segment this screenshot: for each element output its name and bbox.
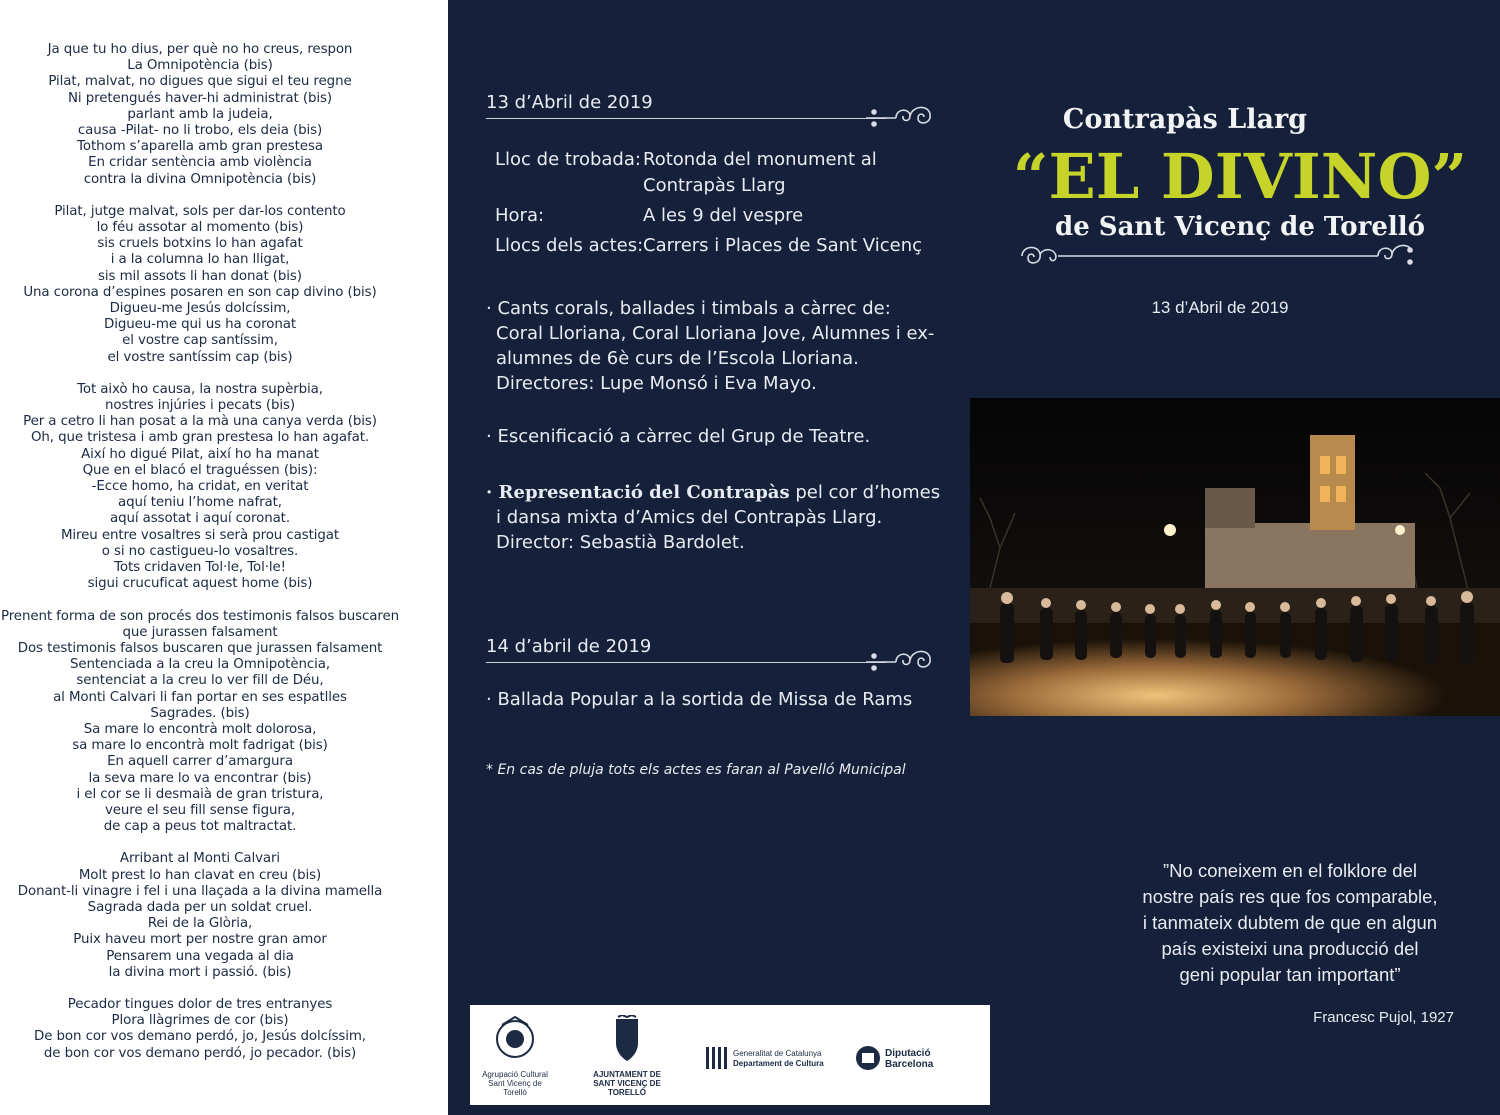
item-bold: · Representació del Contrapàs xyxy=(486,482,790,503)
quote-line: ”No coneixem en el folklore del xyxy=(1163,860,1417,881)
lyrics-line: i el cor se li desmaià de gran tristura, xyxy=(76,786,324,802)
lyrics-line: lo féu assotar al momento (bis) xyxy=(96,220,304,236)
flourish-ornament xyxy=(866,644,938,674)
lyrics-stanza xyxy=(0,851,400,981)
logo-text: Departament de Cultura xyxy=(733,1059,824,1068)
lyrics-line: aquí assotat i aquí coronat. xyxy=(110,511,290,527)
lyrics-line: Arribant al Monti Calvari xyxy=(119,851,281,867)
info-label: Llocs dels actes: xyxy=(495,235,644,256)
lyrics-line: Sentenciada a la creu la Omnipotència, xyxy=(69,657,331,673)
lyrics-line: Digueu-me qui us ha coronat xyxy=(104,317,296,333)
lyrics-line: aquí teniu l’home nafrat, xyxy=(118,495,282,511)
lyrics-stanza xyxy=(0,382,400,593)
lyrics-line: sis mil assots li han donat (bis) xyxy=(98,268,302,284)
lyrics-line: la divina mort i passió. (bis) xyxy=(108,964,292,980)
lyrics-line: nostres injúries i pecats (bis) xyxy=(104,398,295,414)
title-el-divino: “EL DIVINO” xyxy=(1012,140,1468,213)
lyrics-line: Sagrades. (bis) xyxy=(150,705,250,721)
lyrics-line: Puix haveu mort per nostre gran amor xyxy=(73,932,327,948)
item-line: Director: Sebastià Bardolet. xyxy=(496,532,745,553)
lyrics-line: Oh, que tristesa i amb gran prestesa lo han agafat. xyxy=(30,430,370,446)
program-item-theatre: · Escenificació a càrrec del Grup de Teatre. xyxy=(486,426,871,447)
lyrics-line: Pensarem una vegada al dia xyxy=(106,948,294,964)
logo-text: Diputació xyxy=(885,1048,931,1059)
agrupacio-emblem-icon xyxy=(480,1015,550,1065)
lyrics-line: de bon cor vos demano perdó, jo pecador. (bis) xyxy=(43,1045,357,1061)
program-item-contrapas xyxy=(486,480,940,555)
day1-date: 13 d’Abril de 2019 xyxy=(486,92,653,113)
lyrics-line: o si no castigueu-lo vosaltres. xyxy=(101,543,299,559)
lyrics-line: Tothom s’aparella amb gran prestesa xyxy=(77,139,323,155)
cover-panel xyxy=(970,0,1500,1115)
lyrics-stanza xyxy=(0,42,400,188)
lyrics-line: Prenent forma de son procés dos testimonis falsos buscaren xyxy=(0,608,400,624)
item-line: i dansa mixta d’Amics del Contrapàs Llarg. xyxy=(496,507,883,528)
lyrics-line: Plora llàgrimes de cor (bis) xyxy=(111,1013,289,1029)
lyrics-line: la seva mare lo va encontrar (bis) xyxy=(88,770,312,786)
lyrics-line: Molt prest lo han clavat en creu (bis) xyxy=(78,867,322,883)
lyrics-line: Mireu entre vosaltres si serà prou castigat xyxy=(60,527,340,543)
lyrics-panel xyxy=(0,0,448,1115)
title-subtitle: de Sant Vicenç de Torelló xyxy=(1055,212,1425,242)
lyrics-line: Pecador tingues dolor de tres entranyes xyxy=(67,996,333,1012)
rain-note: * En cas de pluja tots els actes es faran al Pavelló Municipal xyxy=(486,762,906,778)
lyrics-line: Sa mare lo encontrà molt dolorosa, xyxy=(83,721,317,737)
pujol-quote xyxy=(1110,858,1470,988)
lyrics-line: Una corona d’espines posaren en son cap divino (bis) xyxy=(23,284,377,300)
lyrics-line: sa mare lo encontrà molt fadrigat (bis) xyxy=(72,738,328,754)
logo-text: SANT VICENÇ DE TORELLÓ xyxy=(593,1079,661,1097)
lyrics-line: el vostre santíssim cap (bis) xyxy=(107,349,293,365)
item-line: · Cants corals, ballades i timbals a càrrec de: xyxy=(486,298,891,319)
lyrics-line: parlant amb la judeia, xyxy=(127,106,273,122)
lyrics-line: Donant-li vinagre i fel i una llaçada a la divina mamella xyxy=(17,883,383,899)
logo-agrupacio xyxy=(480,1015,550,1097)
lyrics-line: contra la divina Omnipotència (bis) xyxy=(83,171,317,187)
diputacio-circle-icon xyxy=(855,1045,881,1071)
lyrics-stanza xyxy=(0,997,400,1062)
quote-line: geni popular tan important” xyxy=(1179,964,1401,985)
lyrics-text xyxy=(0,42,400,1078)
title-contrapas: Contrapàs Llarg xyxy=(1062,104,1308,135)
lyrics-line: causa -Pilat- no li trobo, els deia (bis) xyxy=(77,123,323,139)
lyrics-line: De bon cor vos demano perdó, jo, Jesús dolcíssim, xyxy=(34,1029,366,1045)
lyrics-line: -Ecce homo, ha cridat, en veritat xyxy=(91,479,309,495)
info-label: Hora: xyxy=(495,205,545,226)
lyrics-line: Rei de la Glòria, xyxy=(147,916,253,932)
flourish-ornament xyxy=(866,100,938,130)
cover-date: 13 d’Abril de 2019 xyxy=(1151,298,1289,317)
event-photo xyxy=(970,398,1500,716)
lyrics-line: En cridar sentència amb violència xyxy=(88,155,312,171)
item-line: Directores: Lupe Monsó i Eva Mayo. xyxy=(496,373,817,394)
lyrics-line: i a la columna lo han lligat, xyxy=(110,252,290,268)
lyrics-line: Tots cridaven Tol·le, Tol·le! xyxy=(114,560,286,576)
item-line: Coral Lloriana, Coral Lloriana Jove, Alumnes i ex- xyxy=(496,323,935,344)
logo-ajuntament xyxy=(582,1015,672,1097)
day2-date: 14 d’abril de 2019 xyxy=(486,636,652,657)
info-value: A les 9 del vespre xyxy=(643,205,804,226)
lyrics-stanza xyxy=(0,204,400,366)
info-value: Rotonda del monument al xyxy=(643,149,877,170)
lyrics-line: sentenciat a la creu lo ver fill de Déu, xyxy=(76,673,324,689)
lyrics-line: Pilat, malvat, no digues que sigui el teu regne xyxy=(48,74,352,90)
lyrics-line: Ja que tu ho dius, per què no ho creus, respon xyxy=(47,42,353,57)
info-label: Lloc de trobada: xyxy=(495,149,641,170)
generalitat-stripes-icon xyxy=(705,1045,729,1071)
program-item-ballada: · Ballada Popular a la sortida de Missa de Rams xyxy=(486,689,913,710)
quote-line: i tanmateix dubtem de que en algun xyxy=(1142,912,1438,933)
item-line: alumnes de 6è curs de l’Escola Lloriana. xyxy=(496,348,859,369)
divider xyxy=(486,662,886,663)
logo-text: Barcelona xyxy=(885,1059,934,1070)
lyrics-line: el vostre cap santíssim, xyxy=(122,333,278,349)
logo-text: AJUNTAMENT DE xyxy=(593,1070,661,1079)
lyrics-line: al Monti Calvari li fan portar en ses espatlles xyxy=(53,689,347,705)
lyrics-line: En aquell carrer d’amargura xyxy=(107,754,293,770)
logo-text: Generalitat de Catalunya xyxy=(733,1049,822,1058)
quote-line: nostre país res que fos comparable, xyxy=(1142,886,1438,907)
logos-strip xyxy=(470,1005,990,1105)
lyrics-line: veure el seu fill sense figura, xyxy=(104,802,296,818)
lyrics-line: Sagrada dada per un soldat cruel. xyxy=(87,899,313,915)
info-value: Contrapàs Llarg xyxy=(643,175,786,196)
lyrics-line: La Omnipotència (bis) xyxy=(127,58,273,74)
logo-text: Sant Vicenç de Torelló xyxy=(488,1079,542,1097)
lyrics-line: de cap a peus tot maltractat. xyxy=(103,819,297,835)
program-panel xyxy=(448,0,970,1115)
info-value: Carrers i Places de Sant Vicenç xyxy=(643,235,922,256)
item-rest: pel cor d’homes xyxy=(789,482,941,503)
divider xyxy=(486,118,886,119)
municipal-shield-icon xyxy=(582,1015,672,1065)
program-item-choirs xyxy=(486,296,934,396)
quote-author: Francesc Pujol, 1927 xyxy=(1313,1009,1454,1026)
lyrics-line: Per a cetro li han posat a la mà una canya verda (bis) xyxy=(23,414,377,430)
lyrics-line: Dos testimonis falsos buscaren que jurassen falsament xyxy=(17,640,383,656)
lyrics-line: Així ho digué Pilat, així ho ha manat xyxy=(81,446,319,462)
lyrics-line: Digueu-me Jesús dolcíssim, xyxy=(109,301,291,317)
lyrics-line: Ni pretengués haver-hi administrat (bis) xyxy=(68,90,332,106)
lyrics-line: Que en el blacó el traguéssen (bis): xyxy=(82,462,318,478)
lyrics-line: que jurassen falsament xyxy=(122,624,278,640)
title-flourish xyxy=(1018,240,1418,270)
lyrics-line: Pilat, jutge malvat, sols per dar-los contento xyxy=(54,203,346,219)
logo-text: Agrupació Cultural xyxy=(482,1070,548,1079)
lyrics-stanza xyxy=(0,609,400,836)
lyrics-line: Tot això ho causa, la nostra supèrbia, xyxy=(77,381,323,397)
lyrics-line: sis cruels botxins lo han agafat xyxy=(97,236,303,252)
lyrics-line: sigui crucuficat aquest home (bis) xyxy=(87,576,313,592)
quote-line: país existeixi una producció del xyxy=(1161,938,1419,959)
